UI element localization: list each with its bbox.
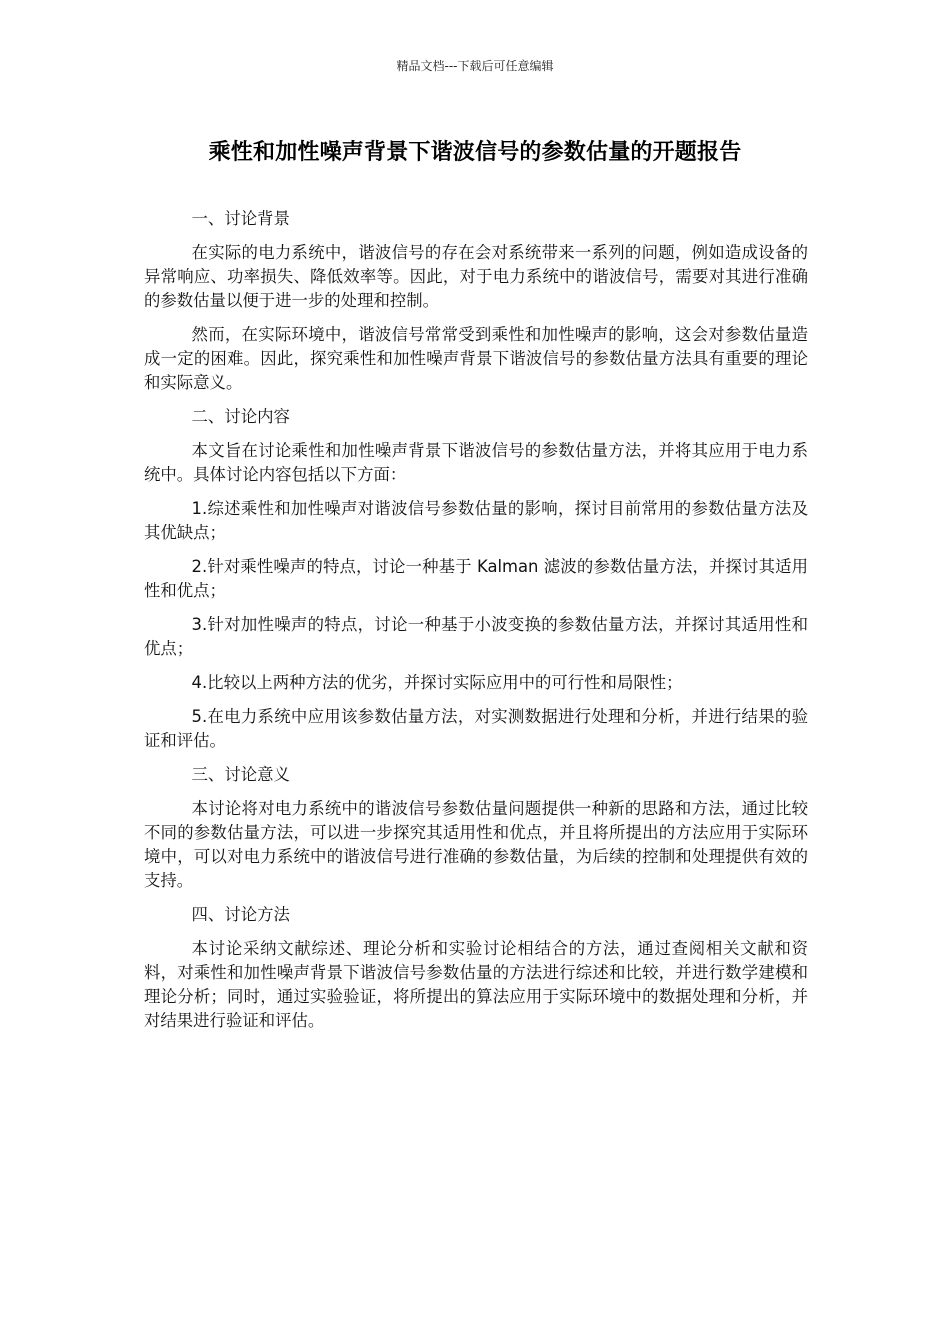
- list-item: 2.针对乘性噪声的特点，讨论一种基于 Kalman 滤波的参数估量方法，并探讨其适用性和优点；: [144, 557, 808, 600]
- document-title: 乘性和加性噪声背景下谐波信号的参数估量的开题报告: [208, 140, 742, 165]
- list-item: 1.综述乘性和加性噪声对谐波信号参数估量的影响，探讨目前常用的参数估量方法及其优缺点；: [144, 499, 808, 542]
- paragraph: 本文旨在讨论乘性和加性噪声背景下谐波信号的参数估量方法，并将其应用于电力系统中。具体讨论内容包括以下方面：: [144, 441, 808, 484]
- list-item: 5.在电力系统中应用该参数估量方法，对实测数据进行处理和分析，并进行结果的验证和评估。: [144, 707, 808, 750]
- section-heading-background: 一、讨论背景: [191, 209, 290, 228]
- paragraph: 本讨论采纳文献综述、理论分析和实验讨论相结合的方法，通过查阅相关文献和资料，对乘性和加性噪声背景下谐波信号参数估量的方法进行综述和比较，并进行数学建模和理论分析；同时，通过实验验证，将所提出的算法应用于实际环境中的数据处理和分析，并对结果进行验证和评估。: [144, 939, 808, 1030]
- list-item: 3.针对加性噪声的特点，讨论一种基于小波变换的参数估量方法，并探讨其适用性和优点；: [144, 615, 808, 658]
- paragraph: 然而，在实际环境中，谐波信号常常受到乘性和加性噪声的影响，这会对参数估量造成一定的困难。因此，探究乘性和加性噪声背景下谐波信号的参数估量方法具有重要的理论和实际意义。: [144, 325, 808, 392]
- section-heading-method: 四、讨论方法: [191, 905, 290, 924]
- section-heading-significance: 三、讨论意义: [191, 765, 290, 784]
- paragraph: 本讨论将对电力系统中的谐波信号参数估量问题提供一种新的思路和方法，通过比较不同的参数估量方法，可以进一步探究其适用性和优点，并且将所提出的方法应用于实际环境中，可以对电力系统中的谐波信号进行准确的参数估量，为后续的控制和处理提供有效的支持。: [144, 799, 808, 890]
- paragraph: 在实际的电力系统中，谐波信号的存在会对系统带来一系列的问题，例如造成设备的异常响应、功率损失、降低效率等。因此，对于电力系统中的谐波信号，需要对其进行准确的参数估量以便于进一步的处理和控制。: [144, 243, 808, 310]
- document-body: [144, 207, 808, 1043]
- header-note: 精品文档---下载后可任意编辑: [396, 59, 554, 73]
- list-item: 4.比较以上两种方法的优劣，并探讨实际应用中的可行性和局限性；: [191, 673, 683, 692]
- section-heading-content: 二、讨论内容: [191, 407, 290, 426]
